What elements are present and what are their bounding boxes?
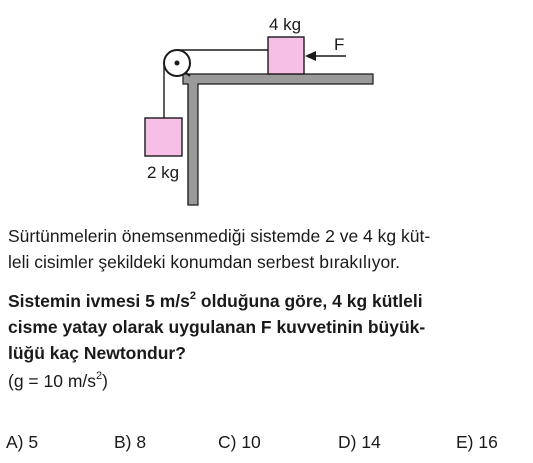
block-4kg-label: 4 kg bbox=[269, 15, 302, 34]
given-b: ) bbox=[102, 371, 108, 391]
option-b[interactable]: B) 8 bbox=[114, 432, 147, 452]
given-superscript: 2 bbox=[96, 370, 103, 382]
option-c[interactable]: C) 10 bbox=[218, 432, 261, 452]
block-2kg-label: 2 kg bbox=[147, 163, 180, 182]
question-intro bbox=[8, 223, 523, 275]
question-stem bbox=[8, 288, 523, 366]
intro-line-2: leli cisimler şekildeki konumdan serbest bırakılıyor. bbox=[8, 252, 400, 272]
pulley-axle bbox=[175, 61, 180, 66]
given-gravity bbox=[8, 368, 523, 394]
force-label: F bbox=[334, 35, 345, 54]
option-a[interactable]: A) 5 bbox=[6, 432, 39, 452]
table-surface bbox=[183, 74, 373, 205]
stem-line-3: lüğü kaç Newtondur? bbox=[8, 343, 186, 363]
option-d[interactable]: D) 14 bbox=[338, 432, 381, 452]
intro-line-1: Sürtünmelerin önemsenmediği sistemde 2 ve 4 kg küt- bbox=[8, 226, 431, 246]
stem-line-1b: olduğuna göre, 4 kg kütleli bbox=[196, 291, 423, 311]
force-arrow-head bbox=[305, 51, 316, 61]
stem-line-1a: Sistemin ivmesi 5 m/s bbox=[8, 291, 190, 311]
stem-superscript: 2 bbox=[189, 290, 197, 302]
block-2kg bbox=[145, 118, 182, 156]
given-a: (g = 10 m/s bbox=[8, 371, 97, 391]
block-4kg bbox=[268, 37, 304, 74]
pulley-system-diagram bbox=[0, 0, 533, 215]
option-e[interactable]: E) 16 bbox=[456, 432, 498, 452]
stem-line-2: cisme yatay olarak uygulanan F kuvvetinin büyük- bbox=[8, 317, 426, 337]
